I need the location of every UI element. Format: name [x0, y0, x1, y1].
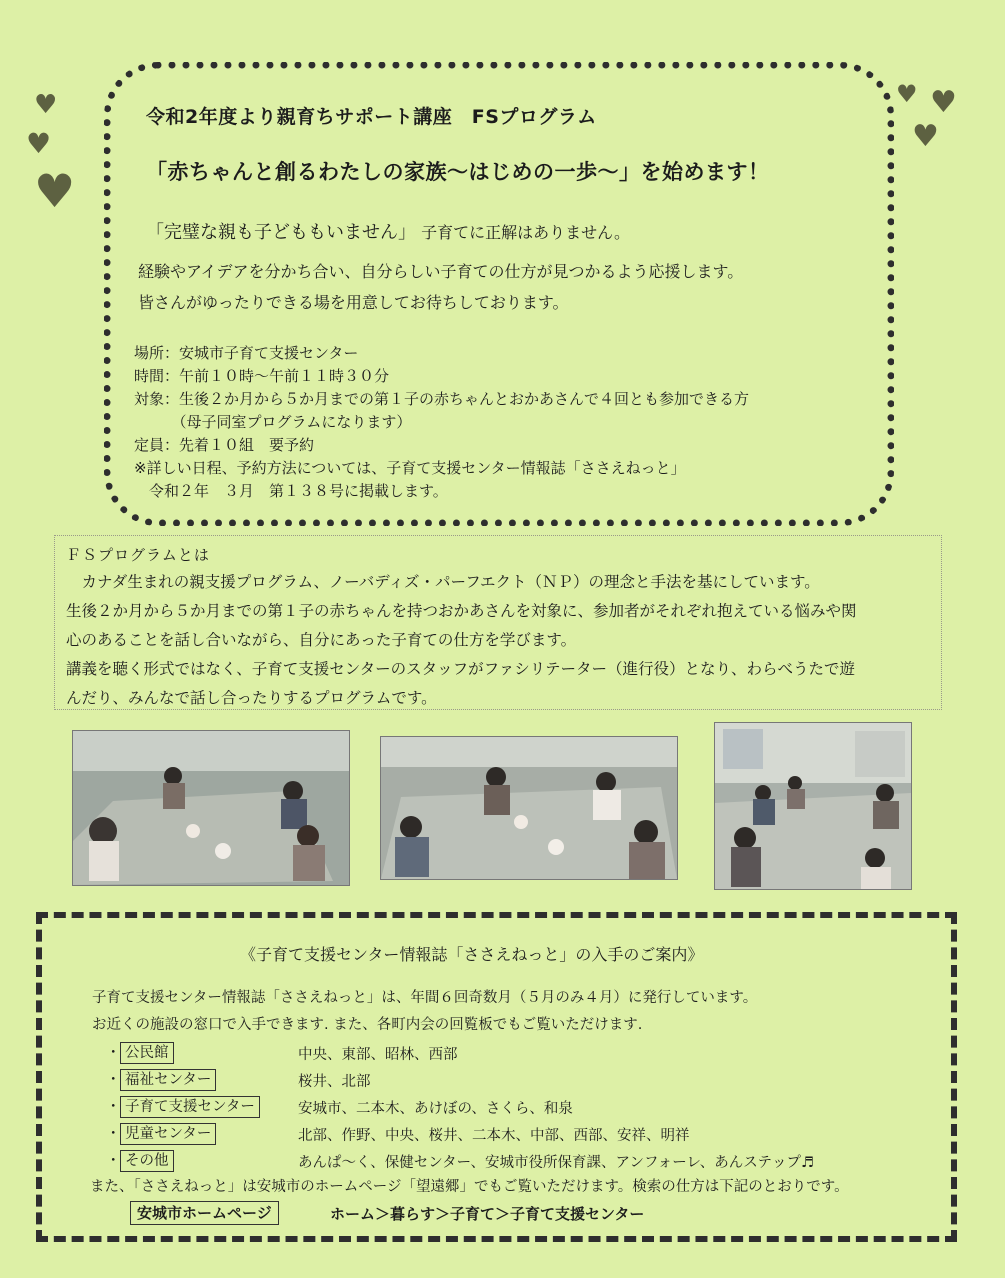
info-capacity: 定員：先着１０組 要予約 — [134, 436, 315, 454]
location-row-kosodate — [106, 1095, 573, 1118]
location-label: 公民館 — [120, 1042, 174, 1064]
quote-tail: 子育てに正解はありません。 — [421, 223, 631, 242]
bullet: ・ — [106, 1153, 121, 1169]
event-info — [134, 342, 749, 503]
heart-icon: ♥ — [896, 80, 918, 108]
info-magazine-paragraph — [92, 985, 757, 1039]
fs-line: んだり、みんなで話し合ったりするプログラムです。 — [66, 689, 437, 707]
location-value: 桜井、北部 — [298, 1074, 371, 1090]
info-time: 時間：午前１０時～午前１１時３０分 — [134, 367, 390, 385]
quote-main: 「完璧な親も子どももいません」 — [146, 222, 416, 243]
homepage-label: 安城市ホームページ — [130, 1201, 279, 1225]
paragraph-line: 子育て支援センター情報誌「ささえねっと」は、年間６回奇数月（５月のみ４月）に発行しています。 — [92, 990, 758, 1006]
heart-icon: ♥ — [930, 85, 957, 120]
bullet: ・ — [106, 1099, 121, 1115]
location-row-fukushi — [106, 1068, 371, 1091]
fs-line: 講義を聴く形式ではなく、子育て支援センターのスタッフがファシリテーター（進行役）となり、わらべうたで遊 — [66, 660, 855, 678]
heart-icon: ♥ — [26, 127, 52, 160]
bullet: ・ — [106, 1126, 121, 1142]
location-label: その他 — [120, 1150, 174, 1172]
info-magazine-title: 《子育て支援センター情報誌「ささえねっと」の入手のご案内》 — [240, 945, 704, 964]
info-target: 対象：生後２か月から５か月までの第１子の赤ちゃんとおかあさんで４回とも参加できる方 — [134, 390, 750, 408]
fs-program-title: ＦＳプログラムとは — [66, 546, 210, 564]
fs-program-text — [66, 568, 936, 713]
homepage-path: ホーム＞暮らす＞子育て＞子育て支援センター — [330, 1205, 645, 1223]
paragraph-line: 皆さんがゆったりできる場を用意してお待ちしております。 — [138, 293, 569, 312]
fs-line: 生後２か月から５か月までの第１子の赤ちゃんを持つおかあさんを対象に、参加者がそれぞれ抱えている悩みや関 — [66, 602, 857, 620]
homepage-note: また、「ささえねっと」は安城市のホームページ「望遠郷」でもご覧いただけます。検索の仕方は下記のとおりです。 — [90, 1179, 849, 1195]
location-value: あんぱ～く、保健センター、安城市役所保育課、アンフォーレ、あんステップ♬ — [298, 1155, 815, 1171]
fs-line: カナダ生まれの親支援プログラム、ノーバディズ・パーフエクト（ＮＰ）の理念と手法を基にしています。 — [66, 573, 820, 591]
location-label: 子育て支援センター — [120, 1096, 260, 1118]
bullet: ・ — [106, 1072, 121, 1088]
program-photo-1 — [72, 730, 350, 886]
heart-icon: ♥ — [34, 164, 76, 218]
location-label: 福祉センター — [120, 1069, 216, 1091]
program-photo-3 — [714, 722, 912, 890]
location-label: 児童センター — [120, 1123, 216, 1145]
info-note-issue: 令和２年 ３月 第１３８号に掲載します。 — [134, 482, 448, 500]
announcement-subtitle: 「赤ちゃんと創るわたしの家族～はじめの一歩～」を始めます！ — [146, 160, 770, 184]
heart-icon: ♥ — [34, 90, 58, 120]
location-row-other — [106, 1149, 815, 1172]
paragraph-line: お近くの施設の窓口で入手できます. また、各町内会の回覧板でもご覧いただけます. — [92, 1017, 643, 1033]
bullet: ・ — [106, 1045, 121, 1061]
location-value: 中央、東部、昭林、西部 — [298, 1047, 458, 1063]
announcement-title: 令和2年度より親育ちサポート講座 FSプログラム — [146, 106, 597, 128]
info-target-note: （母子同室プログラムになります） — [134, 413, 412, 431]
heart-icon: ♥ — [912, 119, 939, 154]
paragraph-line: 経験やアイデアを分かち合い、自分らしい子育ての仕方が見つかるよう応援します。 — [138, 262, 744, 281]
location-value: 安城市、二本木、あけぼの、さくら、和泉 — [298, 1101, 573, 1117]
info-location: 場所：安城市子育て支援センター — [134, 344, 359, 362]
announcement-paragraph — [138, 256, 743, 318]
location-row-kominkan — [106, 1041, 458, 1064]
location-value: 北部、作野、中央、桜井、二本木、中部、西部、安祥、明祥 — [298, 1128, 690, 1144]
program-photo-2 — [380, 736, 678, 880]
location-row-jido — [106, 1122, 690, 1145]
announcement-quote — [146, 218, 630, 244]
fs-line: 心のあることを話し合いながら、自分にあった子育ての仕方を学びます。 — [66, 631, 577, 649]
info-note: ※詳しい日程、予約方法については、子育て支援センター情報誌「ささえねっと」 — [134, 459, 686, 477]
